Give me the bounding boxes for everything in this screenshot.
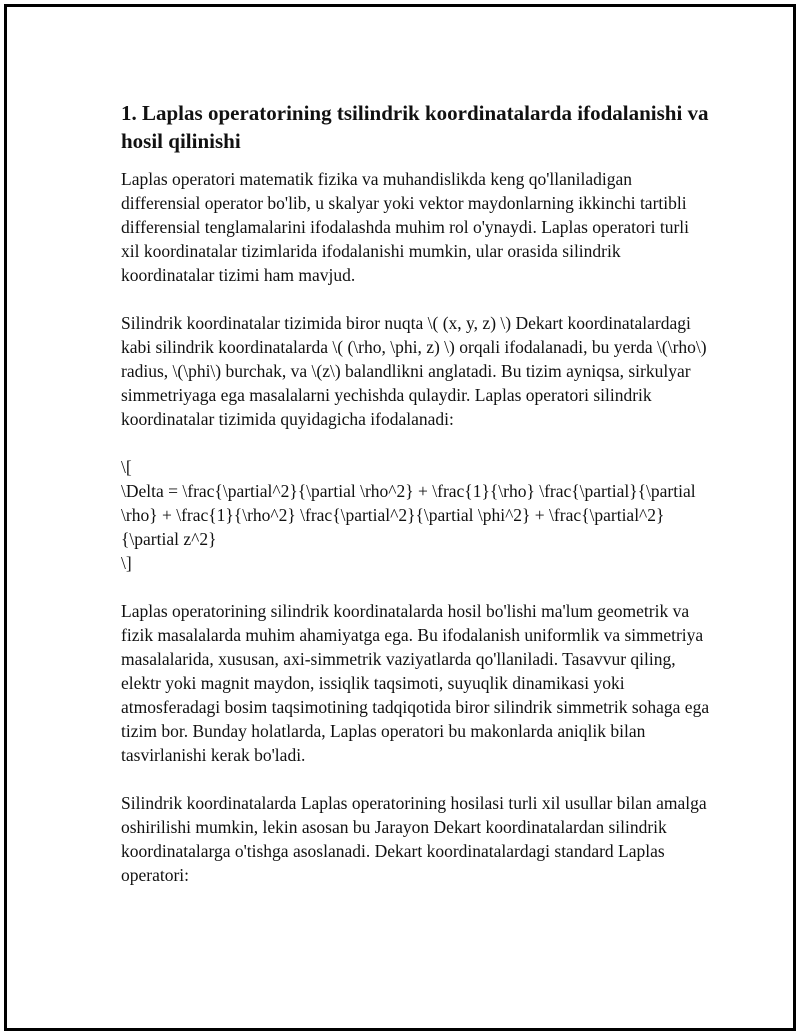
paragraph-derivation: Silindrik koordinatalarda Laplas operatorining hosilasi turli xil usullar bilan amalga oshirilishi mumkin, lekin asosan bu Jarayon Dekart koordinatalardan silindrik koordinatalarga o'tishga asoslanadi. Dekart koordinatalardagi standard Laplas operatori: xyxy=(121,793,707,885)
paragraph-intro: Laplas operatori matematik fizika va muhandislikda keng qo'llaniladigan differensial operator bo'lib, u skalyar yoki vektor maydonlarning ikkinchi tartibli differensial tenglamalarini ifodalashda muhim rol o'ynaydi. Laplas operatori turli xil koordinatalar tizimlarida ifodalanishi mumkin, ular orasida silindrik koordinatalar tizimi ham mavjud. xyxy=(121,169,690,285)
paragraph-cylindrical-coordinates: Silindrik koordinatalar tizimida biror nuqta \( (x, y, z) \) Dekart koordinatalardagi kabi silindrik koordinatalarda \( (\rho, \phi, z) \) orqali ifodalanadi, bu yerda \(\rho\) radius, \(\phi\) burchak, va \(z\) balandlikni anglatadi. Bu tizim ayniqsa, sirkulyar simmetriyaga ega masalalarni yechishda qulaydir. Laplas operatori silindrik koordinatalar tizimida quyidagicha ifodalanadi: xyxy=(121,313,707,429)
section-title: 1. Laplas operatorining tsilindrik koordinatalarda ifodalanishi va hosil qilinishi xyxy=(121,101,709,153)
laplace-formula: \[ \Delta = \frac{\partial^2}{\partial \rho^2} + \frac{1}{\rho} \frac{\partial}{\partial \rho} + \frac{1}{\rho^2} \frac{\partial^2}{\partial \phi^2} + \frac{\partial^2}{\partial z^2} \] xyxy=(121,457,696,573)
document-body xyxy=(121,99,711,911)
page-frame xyxy=(4,4,796,1031)
paragraph-applications: Laplas operatorining silindrik koordinatalarda hosil bo'lishi ma'lum geometrik va fizik masalalarda muhim ahamiyatga ega. Bu ifodalanish uniformlik va simmetriya masalalarida, xususan, axi-simmetrik vaziyatlarda qo'llaniladi. Tasavvur qiling, elektr yoki magnit maydon, issiqlik taqsimoti, suyuqlik dinamikasi yoki atmosferadagi bosim taqsimotining tadqiqotida biror silindrik simmetrik sohaga ega tizim bor. Bunday holatlarda, Laplas operatori bu makonlarda aniqlik bilan tasvirlanishi kerak bo'ladi. xyxy=(121,601,710,765)
